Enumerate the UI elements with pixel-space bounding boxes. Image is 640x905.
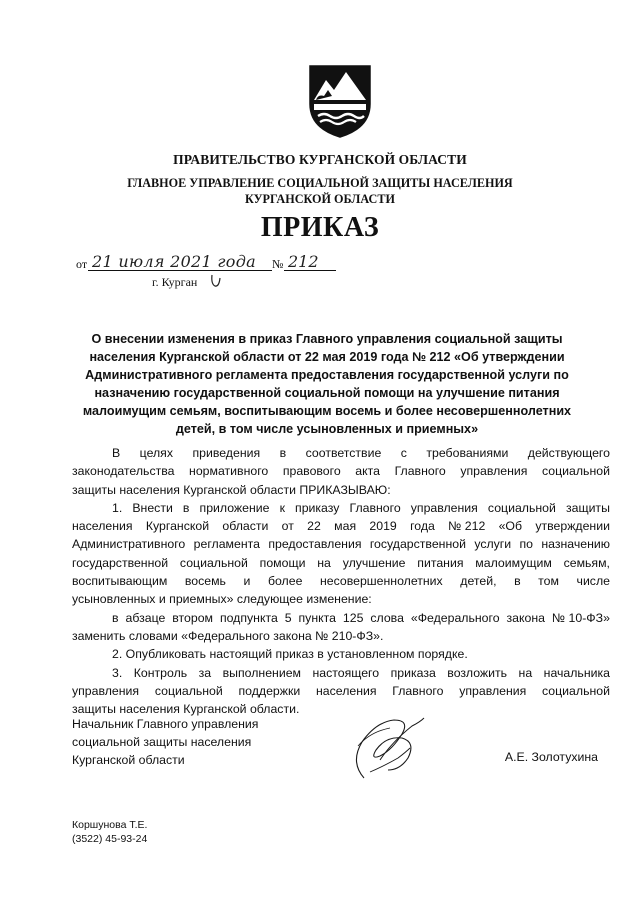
body-word: возложить — [447, 665, 508, 680]
department-heading-line2: КУРГАНСКОЙ ОБЛАСТИ — [245, 192, 395, 206]
body-word: утверждении — [535, 519, 610, 534]
body-word: государственной — [72, 555, 169, 570]
document-type-title: ПРИКАЗ — [260, 212, 380, 243]
body-word: на — [518, 665, 533, 680]
body-word: требованиями — [426, 446, 509, 460]
body-word: Внести — [132, 500, 173, 515]
executor-phone: (3522) 45-93-24 — [72, 833, 148, 845]
body-word: восемь — [184, 574, 226, 589]
body-word: закона — [506, 610, 545, 625]
body-word: государственной — [369, 537, 466, 552]
body-word: нормативного — [189, 464, 269, 479]
body-word: соответствие — [305, 446, 382, 460]
body-word: 2019 — [369, 519, 397, 534]
title-line: Административного регламента предоставления государственной услуги по — [85, 368, 569, 382]
body-word: пункта — [298, 610, 336, 625]
body-word: приложение — [199, 500, 270, 515]
body-word: по — [519, 537, 534, 552]
body-word: от — [281, 519, 294, 534]
body-word: 125 — [342, 610, 364, 625]
body-word: № 10-ФЗ» — [551, 610, 610, 625]
body-word: управления — [72, 683, 140, 698]
body-word: детей, — [460, 574, 497, 589]
body-line — [72, 664, 610, 682]
number-label: № — [272, 257, 284, 271]
body-word: абзаце — [125, 610, 166, 625]
body-word: мая — [334, 519, 357, 534]
body-word: «Федерального — [410, 610, 500, 625]
body-word: выполнением — [222, 665, 301, 680]
signatory-position — [72, 715, 258, 769]
body-word: защиты — [565, 500, 610, 515]
body-word: семьям, — [563, 555, 610, 570]
body-word: управления — [459, 683, 527, 698]
body-word: в — [514, 574, 521, 589]
body-word: услуги — [474, 537, 512, 552]
body-word: № 212 — [448, 519, 486, 534]
body-word: «Об — [498, 519, 523, 534]
body-line: 2. Опубликовать настоящий приказ в установленном порядке. — [112, 647, 468, 662]
executor-name: Коршунова Т.Е. — [72, 819, 148, 831]
body-word: Главного — [349, 500, 401, 515]
title-line: детей, в том числе усыновленных и приемных» — [175, 422, 479, 436]
body-word: 1. — [112, 500, 123, 515]
body-word: подпункта — [219, 610, 278, 625]
body-word: малоимущим — [475, 555, 552, 570]
body-word: предоставления — [268, 537, 362, 552]
body-line — [72, 517, 610, 535]
body-line — [72, 609, 610, 627]
body-word: населения — [72, 519, 133, 534]
body-word: настоящего — [312, 665, 380, 680]
body-word: поддержки — [238, 683, 301, 698]
body-line — [72, 444, 610, 462]
body-line: защиты населения Курганской области. — [72, 702, 300, 717]
body-word: 5 — [284, 610, 292, 625]
body-word: управления — [460, 464, 528, 479]
body-word: Контроль — [133, 665, 188, 680]
body-word: социальной — [154, 683, 223, 698]
title-line: назначению государственной социальной помощи на улучшение питания — [94, 386, 560, 400]
government-heading: ПРАВИТЕЛЬСТВО КУРГАНСКОЙ ОБЛАСТИ — [173, 152, 467, 167]
body-word: том — [538, 574, 559, 589]
body-word: воспитывающим — [72, 574, 168, 589]
body-line: усыновленных и приемных» следующее изменение: — [72, 592, 372, 607]
body-line — [72, 682, 610, 700]
position-line: Курганской области — [72, 753, 185, 767]
body-line — [72, 554, 610, 572]
body-word: правового — [282, 464, 341, 479]
body-word: управления — [410, 500, 478, 515]
body-word: в — [279, 446, 287, 460]
body-word: действующего — [527, 446, 610, 460]
pen-stroke-mark — [210, 274, 222, 288]
body-word: и — [243, 574, 251, 589]
body-word: области — [222, 519, 269, 534]
body-line: защиты населения Курганской области ПРИКАЗЫВАЮ: — [72, 482, 391, 497]
body-word: акта — [355, 464, 380, 479]
signatory-name: А.Е. Золотухина — [504, 750, 598, 764]
body-word: несовершеннолетних — [319, 574, 443, 589]
issue-city: г. Курган — [152, 275, 198, 289]
handwritten-signature — [340, 712, 440, 784]
order-body — [72, 444, 610, 718]
body-word: целях — [139, 446, 173, 460]
order-title — [62, 330, 592, 438]
body-word: Главного — [392, 683, 444, 698]
title-line: О внесении изменения в приказ Главного управления социальной защиты — [91, 332, 563, 346]
body-line: заменить словами «Федерального закона № 210-ФЗ». — [72, 628, 384, 643]
title-line: населения Курганской области от 22 мая 2019 года № 212 «Об утверждении — [89, 350, 565, 364]
department-heading-line1: ГЛАВНОЕ УПРАВЛЕНИЕ СОЦИАЛЬНОЙ ЗАЩИТЫ НАСЕЛЕНИЯ — [127, 176, 513, 190]
body-word: 22 — [307, 519, 321, 534]
date-prefix: от — [76, 257, 88, 271]
body-word: более — [267, 574, 303, 589]
body-word: социальной — [542, 464, 610, 479]
body-word: в — [112, 610, 119, 625]
body-word: Административного — [72, 537, 186, 552]
body-word: социальной — [542, 683, 610, 698]
body-line — [72, 572, 610, 590]
body-line — [72, 499, 610, 517]
body-word: начальника — [543, 665, 610, 680]
body-word: питания — [417, 555, 464, 570]
body-word: за — [198, 665, 212, 680]
body-word: к — [279, 500, 285, 515]
body-word: Главного — [394, 464, 446, 479]
body-word: в — [182, 500, 190, 515]
body-word: 3. — [112, 665, 123, 680]
body-word: на — [317, 555, 331, 570]
handwritten-date: 21 июля 2021 года — [92, 252, 257, 271]
handwritten-order-number: 212 — [288, 252, 319, 271]
body-word: года — [410, 519, 435, 534]
body-word: социальной — [487, 500, 556, 515]
body-word: регламента — [193, 537, 260, 552]
coat-of-arms-emblem — [304, 60, 376, 140]
body-line — [72, 535, 610, 553]
body-word: социальной — [179, 555, 248, 570]
body-line — [72, 462, 610, 480]
body-word: Курганской — [145, 519, 210, 534]
body-word: с — [400, 446, 407, 460]
body-word: назначению — [541, 537, 610, 552]
position-line: Начальник Главного управления — [72, 717, 259, 731]
body-word: В — [112, 446, 121, 460]
body-word: приказа — [390, 665, 436, 680]
body-word: помощи — [259, 555, 306, 570]
position-line: социальной защиты населения — [72, 735, 252, 749]
body-word: приказу — [295, 500, 340, 515]
body-word: втором — [172, 610, 213, 625]
body-word: улучшение — [342, 555, 406, 570]
body-word: населения — [315, 683, 377, 698]
body-word: слова — [370, 610, 404, 625]
title-line: малоимущим семьям, воспитывающим восемь и более несовершеннолетних — [82, 404, 572, 418]
body-word: приведения — [192, 446, 261, 460]
executor-info — [72, 818, 147, 846]
body-word: законодательства — [72, 464, 175, 479]
body-word: числе — [576, 574, 610, 589]
